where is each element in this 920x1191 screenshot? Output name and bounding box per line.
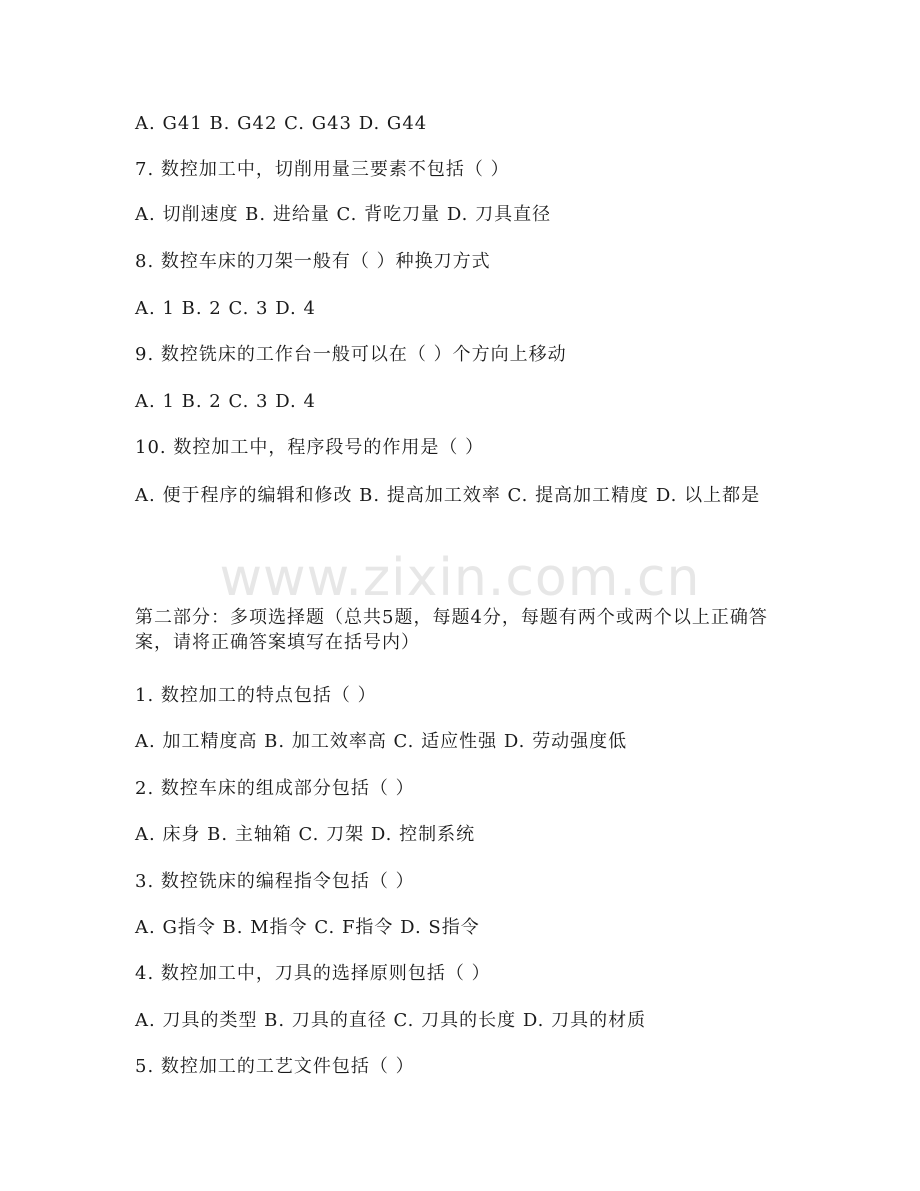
question-7: 7. 数控加工中，切削用量三要素不包括（ ） — [135, 159, 510, 180]
multi-answer-options-1: A. 加工精度高 B. 加工效率高 C. 适应性强 D. 劳动强度低 — [135, 731, 628, 752]
multi-question-1: 1. 数控加工的特点包括（ ） — [135, 685, 377, 706]
watermark: www.zixin.com.cn — [219, 548, 701, 608]
multi-question-2: 2. 数控车床的组成部分包括（ ） — [135, 778, 415, 799]
multi-answer-options-4: A. 刀具的类型 B. 刀具的直径 C. 刀具的长度 D. 刀具的材质 — [135, 1010, 647, 1031]
answer-options-q8: A. 1 B. 2 C. 3 D. 4 — [135, 298, 316, 319]
multi-question-4: 4. 数控加工中，刀具的选择原则包括（ ） — [135, 963, 491, 984]
multi-answer-options-2: A. 床身 B. 主轴箱 C. 刀架 D. 控制系统 — [135, 824, 476, 845]
answer-options-q6: A. G41 B. G42 C. G43 D. G44 — [135, 113, 428, 134]
section-heading-part2: 第二部分：多项选择题（总共5题，每题4分，每题有两个或两个以上正确答案，请将正确答案填写在括号内） — [135, 607, 768, 653]
question-8: 8. 数控车床的刀架一般有（ ）种换刀方式 — [135, 251, 491, 272]
answer-options-q10: A. 便于程序的编辑和修改 B. 提高加工效率 C. 提高加工精度 D. 以上都是 — [135, 485, 761, 506]
multi-question-5: 5. 数控加工的工艺文件包括（ ） — [135, 1056, 415, 1077]
question-10: 10. 数控加工中，程序段号的作用是（ ） — [135, 437, 485, 458]
multi-question-3: 3. 数控铣床的编程指令包括（ ） — [135, 871, 415, 892]
answer-options-q9: A. 1 B. 2 C. 3 D. 4 — [135, 391, 316, 412]
question-9: 9. 数控铣床的工作台一般可以在（ ）个方向上移动 — [135, 344, 567, 365]
multi-answer-options-3: A. G指令 B. M指令 C. F指令 D. S指令 — [135, 917, 480, 938]
answer-options-q7: A. 切削速度 B. 进给量 C. 背吃刀量 D. 刀具直径 — [135, 204, 552, 225]
